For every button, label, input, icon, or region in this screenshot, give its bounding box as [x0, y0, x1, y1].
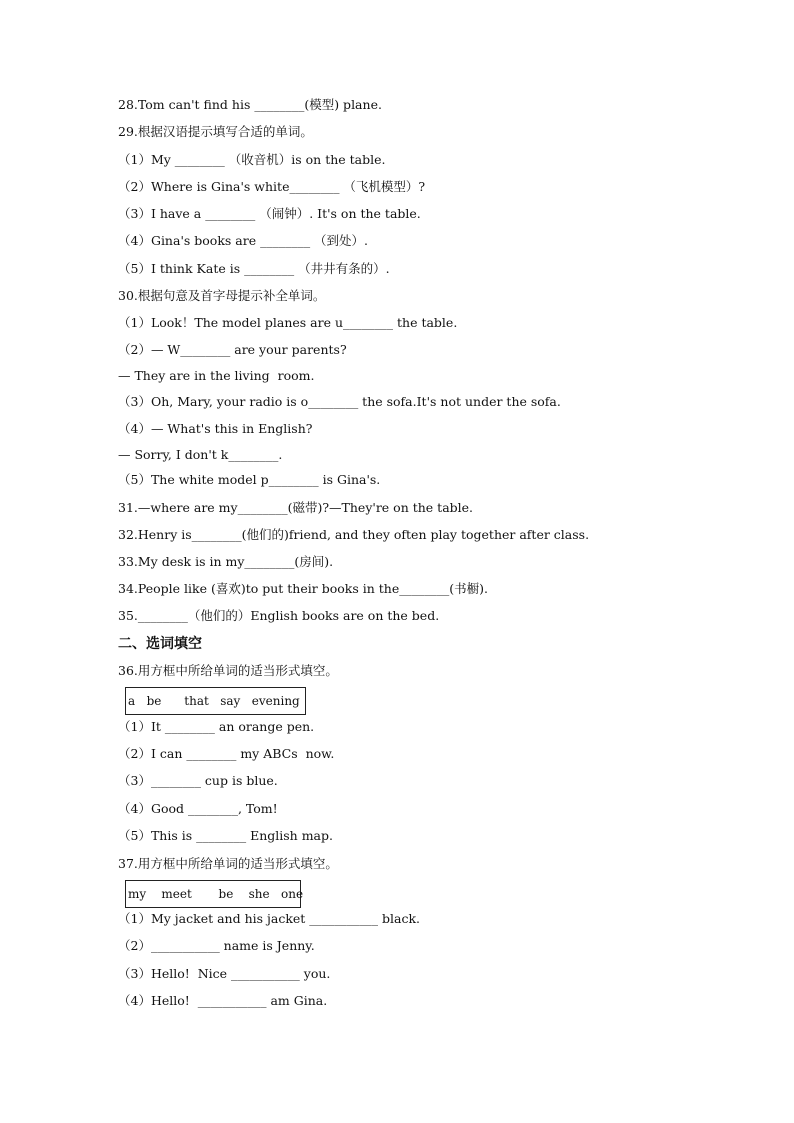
question-30-item-5: （5）The white model p________ is Gina's.	[118, 472, 381, 487]
question-33: 33.My desk is in my________(房间).	[118, 554, 334, 569]
question-30-item-4: （4）— What's this in English?	[118, 421, 313, 436]
question-35: 35.________（他们的）English books are on the bed.	[118, 608, 440, 623]
question-29-item-1: （1）My ________ （收音机）is on the table.	[118, 152, 386, 167]
question-29-item-5: （5）I think Kate is ________ （井井有条的）.	[118, 261, 390, 276]
question-30-title: 30.根据句意及首字母提示补全单词。	[118, 288, 326, 303]
question-29-item-3: （3）I have a ________ （闹钟）. It's on the table.	[118, 206, 421, 221]
question-36-item-5: （5）This is ________ English map.	[118, 828, 333, 843]
question-30-item-4-answer: — Sorry, I don't k________.	[118, 447, 283, 462]
question-29-item-4: （4）Gina's books are ________ （到处）.	[118, 233, 369, 248]
question-37-item-1: （1）My jacket and his jacket ___________ black.	[118, 911, 421, 926]
question-30-item-2-answer: — They are in the living room.	[118, 368, 315, 383]
question-36-title: 36.用方框中所给单词的适当形式填空。	[118, 663, 338, 678]
question-30-item-2: （2）— W________ are your parents?	[118, 342, 347, 357]
question-29-item-2: （2）Where is Gina's white________ （飞机模型）?	[118, 179, 426, 194]
question-36-item-4: （4）Good ________, Tom!	[118, 801, 278, 816]
question-34: 34.People like (喜欢)to put their books in the________(书橱).	[118, 581, 488, 596]
question-37-word-box: my meet be she one	[125, 880, 301, 908]
question-37-item-4: （4）Hello! ___________ am Gina.	[118, 993, 328, 1008]
question-30-item-3: （3）Oh, Mary, your radio is o________ the sofa.It's not under the sofa.	[118, 394, 561, 409]
question-36-item-3: （3）________ cup is blue.	[118, 773, 278, 788]
question-37-item-3: （3）Hello! Nice ___________ you.	[118, 966, 331, 981]
question-32: 32.Henry is________(他们的)friend, and they often play together after class.	[118, 527, 590, 542]
question-36-item-2: （2）I can ________ my ABCs now.	[118, 746, 335, 761]
section-heading: 二、选词填空	[118, 636, 202, 652]
question-36-word-box: a be that say evening	[125, 687, 306, 715]
question-31: 31.—where are my________(磁带)?—They're on the table.	[118, 500, 474, 515]
question-37-title: 37.用方框中所给单词的适当形式填空。	[118, 856, 338, 871]
question-29-title: 29.根据汉语提示填写合适的单词。	[118, 124, 313, 139]
question-36-item-1: （1）It ________ an orange pen.	[118, 719, 315, 734]
question-37-item-2: （2）___________ name is Jenny.	[118, 938, 315, 953]
question-28: 28.Tom can't find his ________(模型) plane.	[118, 97, 382, 112]
question-30-item-1: （1）Look！The model planes are u________ the table.	[118, 315, 458, 330]
